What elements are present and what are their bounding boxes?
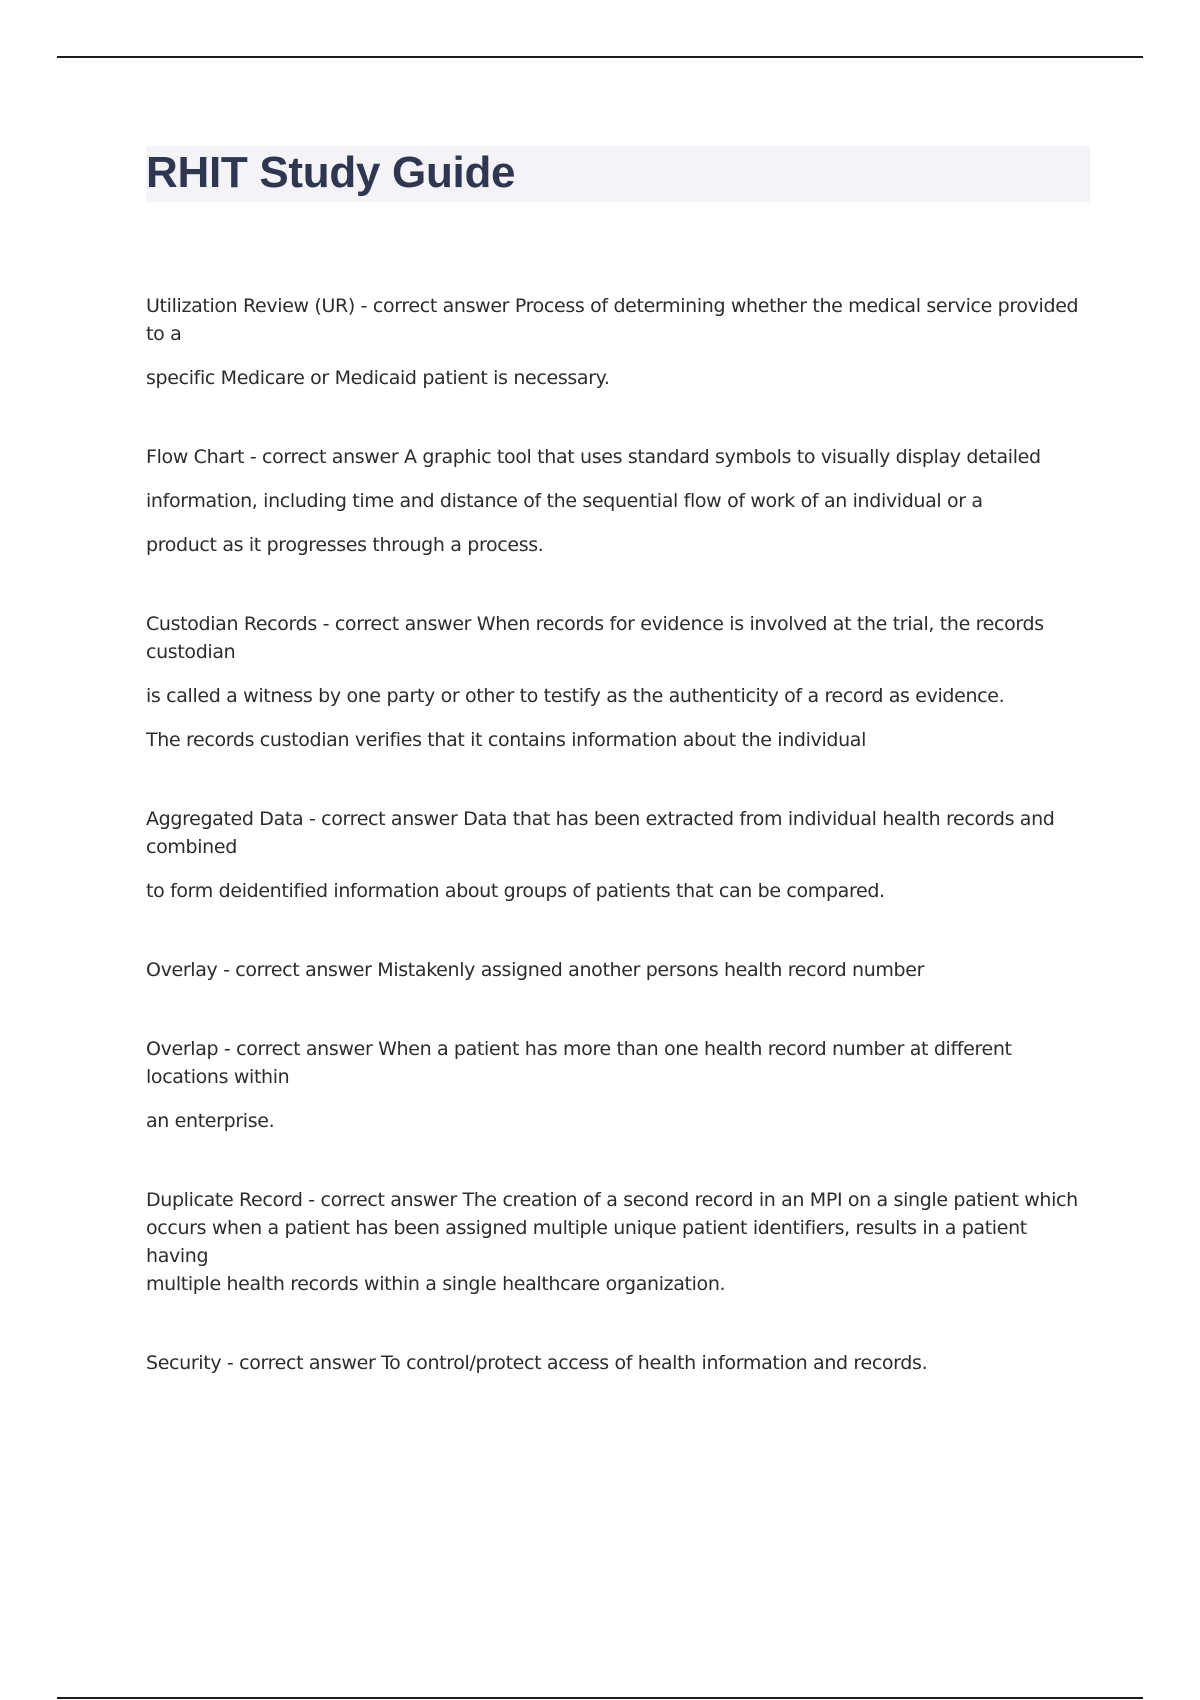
entry-flow-chart (146, 443, 1091, 559)
entry-overlap (146, 1035, 1091, 1135)
page-title: RHIT Study Guide (146, 148, 516, 197)
entry-text: Flow Chart - correct answer A graphic tool that uses standard symbols to visually display detailed (146, 446, 1041, 468)
entry-text: Overlap - correct answer When a patient has more than one health record number at different locations within (146, 1038, 1012, 1088)
entry-text: The records custodian verifies that it contains information about the individual (146, 729, 866, 751)
entry-text: specific Medicare or Medicaid patient is necessary. (146, 367, 610, 389)
entry-text: Custodian Records - correct answer When records for evidence is involved at the trial, the records custodian (146, 613, 1044, 663)
entry-text: product as it progresses through a process. (146, 534, 544, 556)
entry-custodian-records (146, 610, 1091, 754)
entry-text: Duplicate Record - correct answer The creation of a second record in an MPI on a single patient which (146, 1189, 1078, 1211)
title-banner (146, 146, 1090, 202)
bottom-rule (57, 1697, 1143, 1699)
entry-aggregated-data (146, 805, 1091, 905)
entry-security (146, 1349, 1091, 1377)
study-entries (146, 292, 1091, 1428)
entry-text: Security - correct answer To control/protect access of health information and records. (146, 1352, 928, 1374)
entry-text: Aggregated Data - correct answer Data that has been extracted from individual health records and combined (146, 808, 1055, 858)
entry-duplicate-record (146, 1186, 1091, 1298)
entry-text: information, including time and distance of the sequential flow of work of an individual or a (146, 490, 983, 512)
entry-text: to form deidentified information about groups of patients that can be compared. (146, 880, 885, 902)
top-rule (57, 56, 1143, 58)
entry-text: Utilization Review (UR) - correct answer Process of determining whether the medical service provided to a (146, 295, 1079, 345)
entry-text: occurs when a patient has been assigned multiple unique patient identifiers, results in a patient having (146, 1217, 1027, 1267)
entry-utilization-review (146, 292, 1091, 392)
entry-text: is called a witness by one party or other to testify as the authenticity of a record as evidence. (146, 685, 1005, 707)
entry-text: an enterprise. (146, 1110, 275, 1132)
entry-text: multiple health records within a single healthcare organization. (146, 1273, 726, 1295)
entry-overlay (146, 956, 1091, 984)
entry-text: Overlay - correct answer Mistakenly assigned another persons health record number (146, 959, 925, 981)
